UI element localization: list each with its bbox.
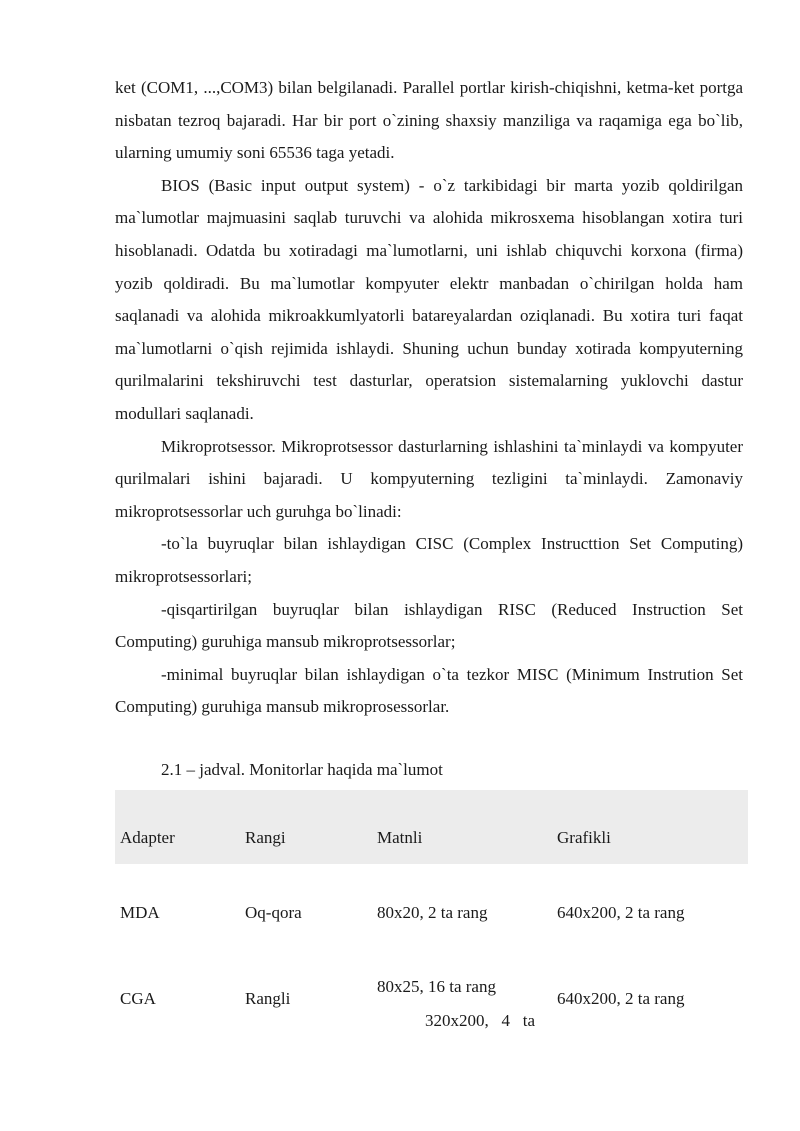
- header-cell: Rangi: [245, 828, 286, 847]
- table-cell: 640x200, 2 ta rang: [557, 989, 685, 1008]
- header-cell: Grafikli: [557, 828, 611, 847]
- table-cell: 640x200, 2 ta rang: [557, 903, 685, 922]
- paragraph: ket (COM1, ...,COM3) bilan belgilanadi. Parallel portlar kirish-chiqishni, ketma-ket portga nisbatan tezroq bajaradi. Har bir port o`zining shaxsiy manziliga va raqamiga ega bo`lib, ularning umumiy soni 65536 taga yetadi.: [115, 78, 743, 163]
- body-text: [115, 72, 743, 724]
- table-cell: Rangli: [245, 989, 291, 1008]
- monitor-table: [115, 790, 748, 864]
- paragraph: -qisqartirilgan buyruqlar bilan ishlaydigan RISC (Reduced Instruction Set Computing) guruhiga mansub mikroprotsessorlar;: [115, 599, 743, 652]
- table-cell: 80x20, 2 ta rang: [377, 903, 488, 922]
- paragraph: -minimal buyruqlar bilan ishlaydigan o`ta tezkor MISC (Minimum Instrution Set Computing) guruhiga mansub mikroprosessorlar.: [115, 664, 743, 717]
- table-cell: MDA: [120, 903, 160, 922]
- table-caption: 2.1 – jadval. Monitorlar haqida ma`lumot: [161, 760, 443, 779]
- table-cell: Oq-qora: [245, 903, 302, 922]
- table-cell: CGA: [120, 989, 156, 1008]
- table-header-row: [115, 790, 748, 864]
- paragraph: BIOS (Basic input output system) - o`z tarkibidagi bir marta yozib qoldirilgan ma`lumotlar majmuasini saqlab turuvchi va alohida mikrosxema hisoblangan xotira turi hisoblanadi. Odatda bu xotiradagi ma`lumotlarni, uni ishlab chiquvchi korxona (firma) yozib qoldiradi. Bu ma`lumotlar kompyuter elektr manbadan o`chirilgan holda ham saqlanadi va alohida mikroakkumlyatorli batareyalardan oziqlanadi. Bu xotira turi faqat ma`lumotlarni o`qish rejimida ishlaydi. Shuning uchun bunday xotirada kompyuterning qurilmalarini tekshiruvchi test dasturlar, operatsion sistemalarning yuklovchi dastur modullari saqlanadi.: [115, 175, 743, 423]
- paragraph: -to`la buyruqlar bilan ishlaydigan CISC (Complex Instructtion Set Computing) mikroprotsessorlari;: [115, 534, 743, 586]
- paragraph: Mikroprotsessor. Mikroprotsessor dasturlarning ishlashini ta`minlaydi va kompyuter qurilmalari ishini bajaradi. U kompyuterning tezligini ta`minlaydi. Zamonaviy mikroprotsessorlar uch guruhga bo`linadi:: [115, 436, 743, 521]
- header-cell: Adapter: [120, 828, 175, 847]
- table-cell: 80x25, 16 ta rang: [377, 977, 496, 996]
- header-cell: Matnli: [377, 828, 423, 847]
- table-cell-overflow: 320x200, 4 ta: [425, 1011, 536, 1030]
